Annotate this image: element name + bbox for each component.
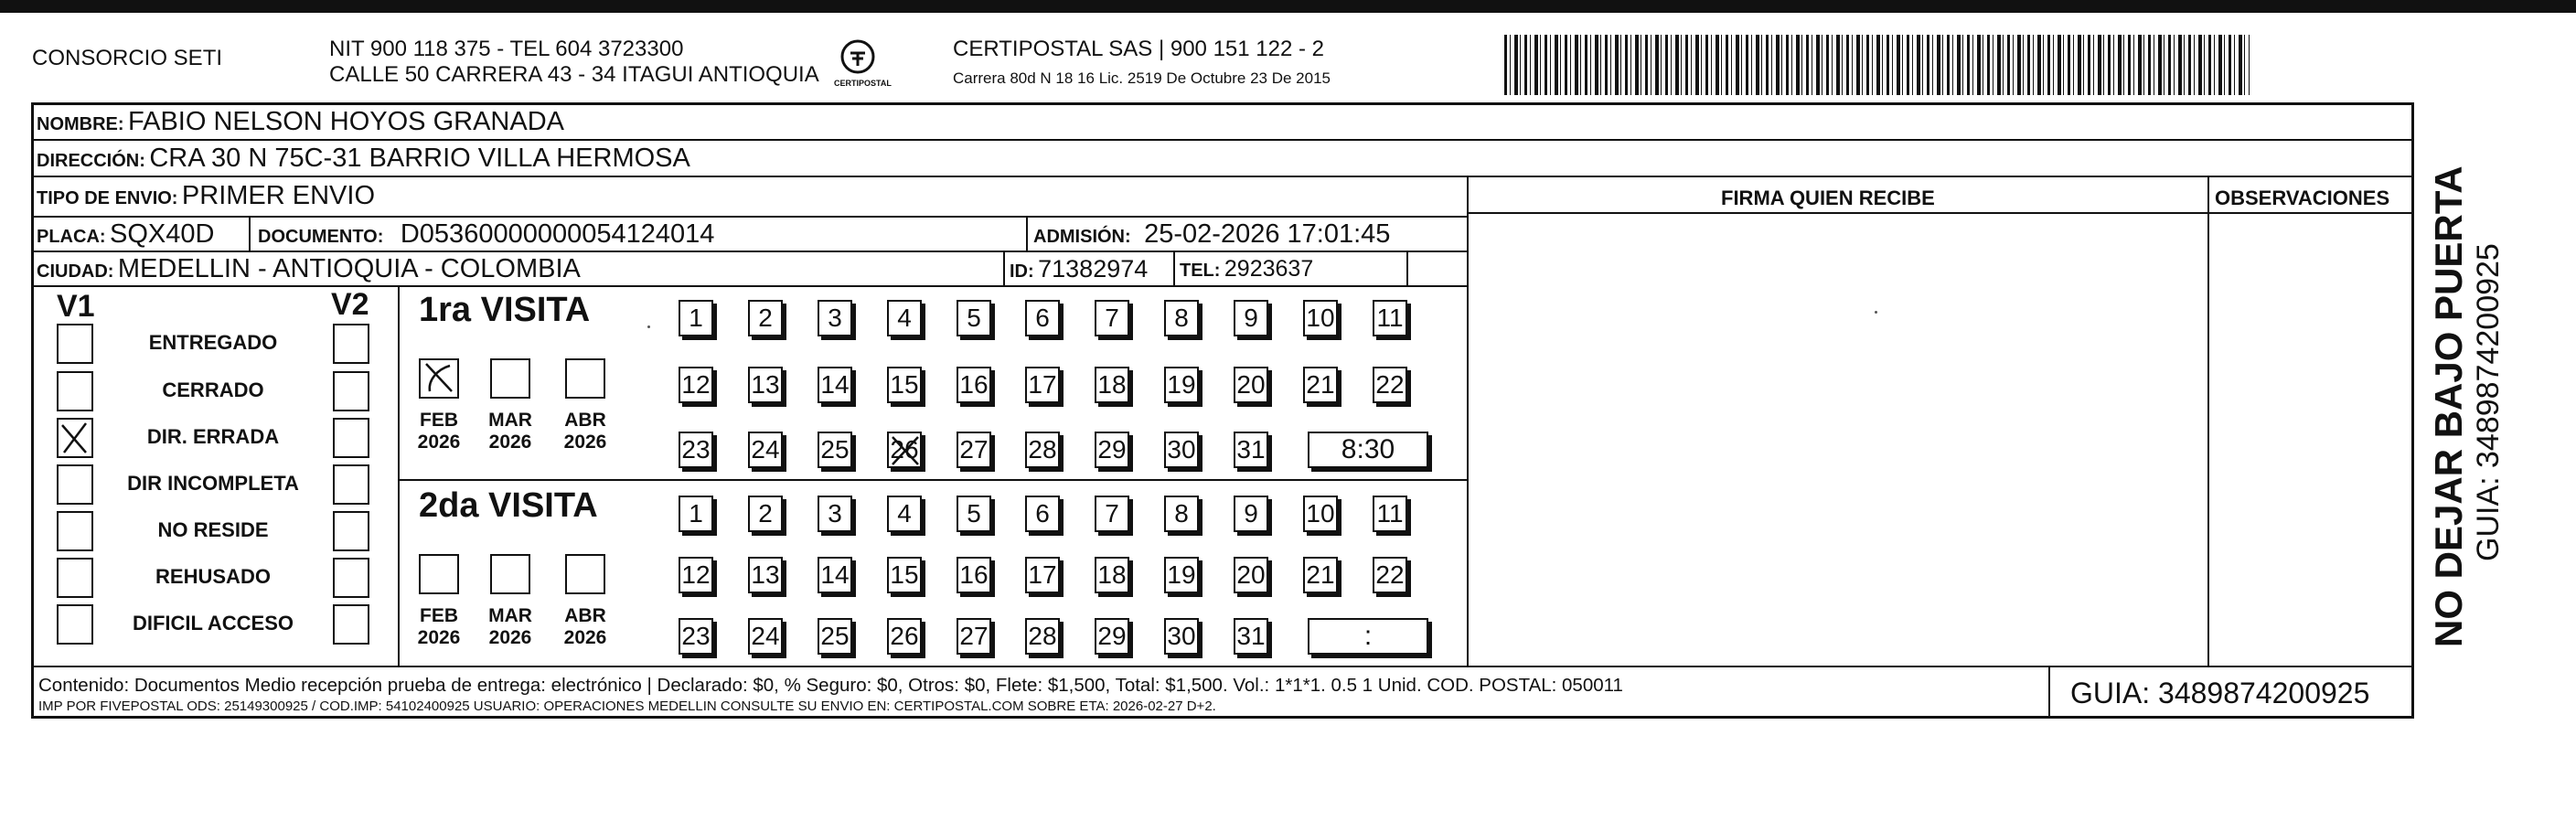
tipo-label: TIPO DE ENVIO: [37, 188, 178, 208]
visit2-day-box[interactable]: 2 [748, 496, 783, 532]
visit1-day-box[interactable]: 14 [818, 367, 852, 403]
visit2-day-box[interactable]: 16 [957, 557, 991, 593]
id-row [1010, 253, 1148, 289]
visit1-day-box[interactable]: 19 [1164, 367, 1199, 403]
v1-checkbox[interactable] [57, 464, 93, 505]
address-line: CALLE 50 CARRERA 43 - 34 ITAGUI ANTIOQUIA [329, 62, 819, 87]
status-label: DIR. ERRADA [146, 425, 280, 448]
license-line: Carrera 80d N 18 16 Lic. 2519 De Octubre 23 De 2015 [953, 69, 1331, 87]
logo-text: CERTIPOSTAL [834, 79, 892, 88]
visit2-day-box[interactable]: 21 [1303, 557, 1338, 593]
documento-row [258, 219, 714, 254]
status-label: DIR INCOMPLETA [127, 472, 299, 495]
visit1-day-box[interactable]: 10 [1303, 300, 1338, 336]
observaciones-label: OBSERVACIONES [2215, 187, 2390, 209]
month-checkbox[interactable] [490, 358, 530, 399]
documento-label: DOCUMENTO: [258, 227, 384, 247]
visit1-day-box[interactable]: 13 [748, 367, 783, 403]
v1-label: V1 [57, 289, 95, 324]
visit2-day-box[interactable]: 6 [1025, 496, 1060, 532]
month-checkbox[interactable] [565, 358, 605, 399]
placa-value: SQX40D [110, 219, 215, 249]
visit1-day-box[interactable]: 3 [818, 300, 852, 336]
shipping-label-frame [31, 102, 2414, 719]
certipostal-logo-icon [839, 38, 876, 75]
visit2-day-box[interactable]: 24 [748, 618, 783, 655]
direccion-row [37, 143, 690, 178]
month-label: ABR 2026 [563, 605, 607, 648]
visit2-day-box[interactable]: 12 [679, 557, 713, 593]
speck [647, 325, 650, 328]
v2-checkbox[interactable] [333, 324, 369, 364]
check-mark-icon [421, 360, 457, 397]
visit1-day-box[interactable]: 6 [1025, 300, 1060, 336]
v1-checkbox[interactable] [57, 418, 93, 458]
status-label: NO RESIDE [157, 518, 269, 541]
visit2-day-box[interactable]: 29 [1095, 618, 1129, 655]
direccion-value: CRA 30 N 75C-31 BARRIO VILLA HERMOSA [149, 144, 690, 173]
visit1-day-box[interactable]: 17 [1025, 367, 1060, 403]
visit2-day-box[interactable]: 7 [1095, 496, 1129, 532]
visit2-day-box[interactable]: 30 [1164, 618, 1199, 655]
tel-label: TEL: [1180, 261, 1221, 281]
visit2-day-box[interactable]: 11 [1373, 496, 1407, 532]
firma-label: FIRMA QUIEN RECIBE [1721, 187, 1935, 209]
v1-checkbox[interactable] [57, 558, 93, 598]
visit1-day-box[interactable]: 24 [748, 432, 783, 468]
placa-row [37, 219, 214, 254]
month-label: ABR 2026 [563, 410, 607, 453]
visit2-day-box[interactable]: 17 [1025, 557, 1060, 593]
nombre-row [37, 106, 564, 142]
v2-checkbox[interactable] [333, 418, 369, 458]
visit1-day-box[interactable]: 9 [1234, 300, 1268, 336]
ciudad-value: MEDELLIN - ANTIOQUIA - COLOMBIA [117, 254, 581, 283]
status-label: CERRADO [162, 379, 264, 401]
v2-checkbox[interactable] [333, 604, 369, 645]
footer-contenido: Contenido: Documentos Medio recepción prueba de entrega: electrónico | Declarado: $0, % Seguro: $0, Otros: $0, Flete: $1,500, Total: $1,500. Vol.: 1*1*1. 0.5 1 Unid. COD. POSTAL: 050011 [38, 675, 1623, 696]
visit1-day-box[interactable]: 31 [1234, 432, 1268, 468]
month-label: FEB 2026 [417, 605, 461, 648]
status-label: REHUSADO [155, 565, 271, 588]
nombre-value: FABIO NELSON HOYOS GRANADA [128, 107, 564, 136]
nombre-label: NOMBRE: [37, 114, 124, 134]
visit2-day-box[interactable]: 22 [1373, 557, 1407, 593]
visit1-day-box[interactable]: 27 [957, 432, 991, 468]
id-label: ID: [1010, 261, 1034, 282]
visit2-day-box[interactable]: 3 [818, 496, 852, 532]
visit1-day-box[interactable]: 21 [1303, 367, 1338, 403]
v1-checkbox[interactable] [57, 511, 93, 551]
visit2-title: 2da VISITA [419, 486, 598, 525]
month-checkbox[interactable] [419, 554, 459, 594]
direccion-label: DIRECCIÓN: [37, 151, 145, 171]
visit1-day-box[interactable]: 18 [1095, 367, 1129, 403]
visit1-day-box[interactable]: 28 [1025, 432, 1060, 468]
visit1-day-box[interactable]: 1 [679, 300, 713, 336]
v2-label: V2 [331, 287, 369, 322]
footer-guia: GUIA: 3489874200925 [2070, 677, 2370, 709]
visit2-time-box[interactable]: : [1308, 618, 1428, 655]
id-value: 71382974 [1038, 255, 1149, 283]
month-checkbox[interactable] [419, 358, 459, 399]
admision-row [1033, 219, 1390, 254]
visit2-day-box[interactable]: 28 [1025, 618, 1060, 655]
admision-label: ADMISIÓN: [1033, 227, 1131, 247]
visit1-day-box[interactable]: 2 [748, 300, 783, 336]
visit2-day-box[interactable]: 20 [1234, 557, 1268, 593]
tipo-value: PRIMER ENVIO [181, 181, 376, 210]
visit1-day-box[interactable]: 26 [887, 432, 922, 468]
visit1-day-box[interactable]: 16 [957, 367, 991, 403]
cross-mark-icon [889, 433, 922, 468]
visit2-day-box[interactable]: 4 [887, 496, 922, 532]
visit2-day-box[interactable]: 13 [748, 557, 783, 593]
v1-checkbox[interactable] [57, 604, 93, 645]
visit1-day-box[interactable]: 29 [1095, 432, 1129, 468]
visit2-day-box[interactable]: 15 [887, 557, 922, 593]
speck [1875, 311, 1877, 314]
month-label: FEB 2026 [417, 410, 461, 453]
side-guia: GUIA: 3489874200925 [2471, 243, 2506, 561]
v2-checkbox[interactable] [333, 371, 369, 411]
visit1-day-box[interactable]: 4 [887, 300, 922, 336]
visit2-day-box[interactable]: 18 [1095, 557, 1129, 593]
visit2-day-box[interactable]: 10 [1303, 496, 1338, 532]
visit2-day-box[interactable]: 23 [679, 618, 713, 655]
v2-checkbox[interactable] [333, 464, 369, 505]
status-label: DIFICIL ACCESO [132, 612, 294, 634]
visit1-title: 1ra VISITA [419, 291, 591, 329]
visit2-day-box[interactable]: 19 [1164, 557, 1199, 593]
nit-line: NIT 900 118 375 - TEL 604 3723300 [329, 37, 684, 61]
company-name: CONSORCIO SETI [32, 46, 223, 70]
visit2-day-box[interactable]: 14 [818, 557, 852, 593]
visit1-day-box[interactable]: 25 [818, 432, 852, 468]
visit1-day-box[interactable]: 30 [1164, 432, 1199, 468]
visit2-day-box[interactable]: 27 [957, 618, 991, 655]
status-label: ENTREGADO [148, 331, 278, 354]
visit1-day-box[interactable]: 15 [887, 367, 922, 403]
month-label: MAR 2026 [488, 410, 532, 453]
admision-value: 25-02-2026 17:01:45 [1144, 219, 1391, 249]
tel-value: 2923637 [1224, 256, 1314, 282]
visit2-day-box[interactable]: 1 [679, 496, 713, 532]
check-mark-icon [59, 420, 91, 456]
visit1-day-box[interactable]: 5 [957, 300, 991, 336]
month-checkbox[interactable] [490, 554, 530, 594]
ciudad-label: CIUDAD: [37, 261, 114, 282]
visit1-time-box[interactable]: 8:30 [1308, 432, 1428, 468]
visit2-day-box[interactable]: 5 [957, 496, 991, 532]
visit1-day-box[interactable]: 12 [679, 367, 713, 403]
visit1-day-box[interactable]: 8 [1164, 300, 1199, 336]
top-border [0, 0, 2576, 13]
tel-row [1180, 253, 1313, 288]
v1-checkbox[interactable] [57, 324, 93, 364]
visit2-day-box[interactable]: 31 [1234, 618, 1268, 655]
visit1-day-box[interactable]: 22 [1373, 367, 1407, 403]
barcode [1504, 35, 2250, 95]
documento-value: D05360000000054124014 [400, 219, 715, 249]
visit1-day-box[interactable]: 7 [1095, 300, 1129, 336]
placa-label: PLACA: [37, 227, 106, 247]
visit2-day-box[interactable]: 9 [1234, 496, 1268, 532]
visit2-day-box[interactable]: 26 [887, 618, 922, 655]
v2-checkbox[interactable] [333, 558, 369, 598]
visit2-day-box[interactable]: 25 [818, 618, 852, 655]
ciudad-row [37, 253, 581, 289]
month-checkbox[interactable] [565, 554, 605, 594]
month-label: MAR 2026 [488, 605, 532, 648]
footer-imp: IMP POR FIVEPOSTAL ODS: 25149300925 / COD.IMP: 54102400925 USUARIO: OPERACIONES MEDELLIN CONSULTE SU ENVIO EN: CERTIPOSTAL.COM SOBRE ETA: 2026-02-27 D+2. [38, 698, 1216, 714]
v1-checkbox[interactable] [57, 371, 93, 411]
visit2-day-box[interactable]: 8 [1164, 496, 1199, 532]
visit1-day-box[interactable]: 11 [1373, 300, 1407, 336]
no-dejar-warning: NO DEJAR BAJO PUERTA [2427, 165, 2470, 647]
visit1-day-box[interactable]: 23 [679, 432, 713, 468]
v2-checkbox[interactable] [333, 511, 369, 551]
tipo-row [37, 180, 375, 216]
visit1-day-box[interactable]: 20 [1234, 367, 1268, 403]
carrier-line: CERTIPOSTAL SAS | 900 151 122 - 2 [953, 37, 1324, 61]
